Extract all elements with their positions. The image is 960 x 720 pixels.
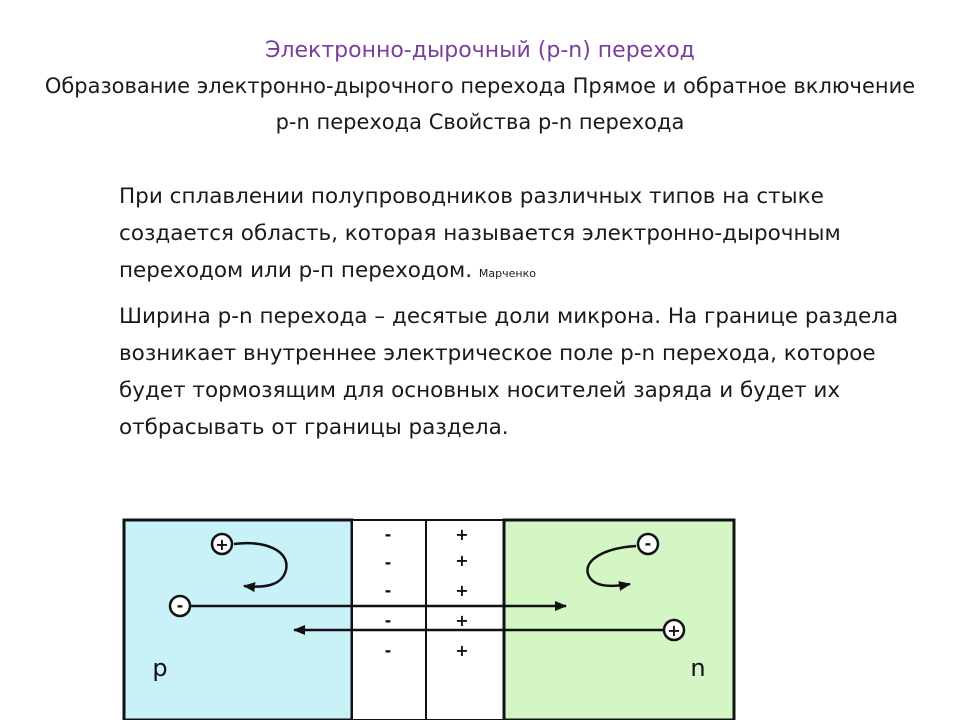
hole-sign: + bbox=[215, 535, 229, 554]
positive-ion-sign: + bbox=[455, 551, 469, 570]
n-region-label: n bbox=[690, 654, 706, 682]
positive-ion-sign: + bbox=[455, 581, 469, 600]
n-region bbox=[504, 520, 734, 720]
electron-sign: - bbox=[644, 534, 652, 553]
negative-ion-sign: - bbox=[384, 525, 392, 544]
slide-title: Электронно-дырочный (p-n) переход bbox=[265, 38, 695, 63]
p-region-label: p bbox=[152, 654, 168, 682]
paragraph-formation bbox=[95, 178, 915, 292]
slide-title-block bbox=[40, 34, 920, 140]
p-region bbox=[124, 520, 352, 720]
paragraph-width: Ширина p-n перехода – десятые доли микрона. На границе раздела возникает внутреннее электрическое поле p-n перехода, которое будет тормозящим для основных носителей заряда и будет их отбрасывать от границы раздела. bbox=[119, 304, 899, 440]
hole-sign: + bbox=[667, 621, 681, 640]
pn-junction-svg bbox=[118, 516, 738, 720]
slide-subtitle: Образование электронно-дырочного перехода Прямое и обратное включение p-n перехода Свойства p-n перехода bbox=[44, 74, 916, 134]
positive-ion-sign: + bbox=[455, 641, 469, 660]
negative-ion-sign: - bbox=[384, 581, 392, 600]
negative-ion-sign: - bbox=[384, 641, 392, 660]
pn-junction-diagram bbox=[118, 516, 738, 720]
positive-ion-sign: + bbox=[455, 611, 469, 630]
positive-ion-sign: + bbox=[455, 525, 469, 544]
negative-ion-sign: - bbox=[384, 611, 392, 630]
electron-sign: - bbox=[176, 596, 184, 615]
negative-ion-sign: - bbox=[384, 553, 392, 572]
author-note: Марченко bbox=[478, 267, 536, 280]
slide-body bbox=[95, 178, 915, 452]
paragraph-formation-text: При сплавлении полупроводников различных типов на стыке создается область, которая называется электронно-дырочным переходом или p-п переходом. bbox=[119, 184, 841, 283]
